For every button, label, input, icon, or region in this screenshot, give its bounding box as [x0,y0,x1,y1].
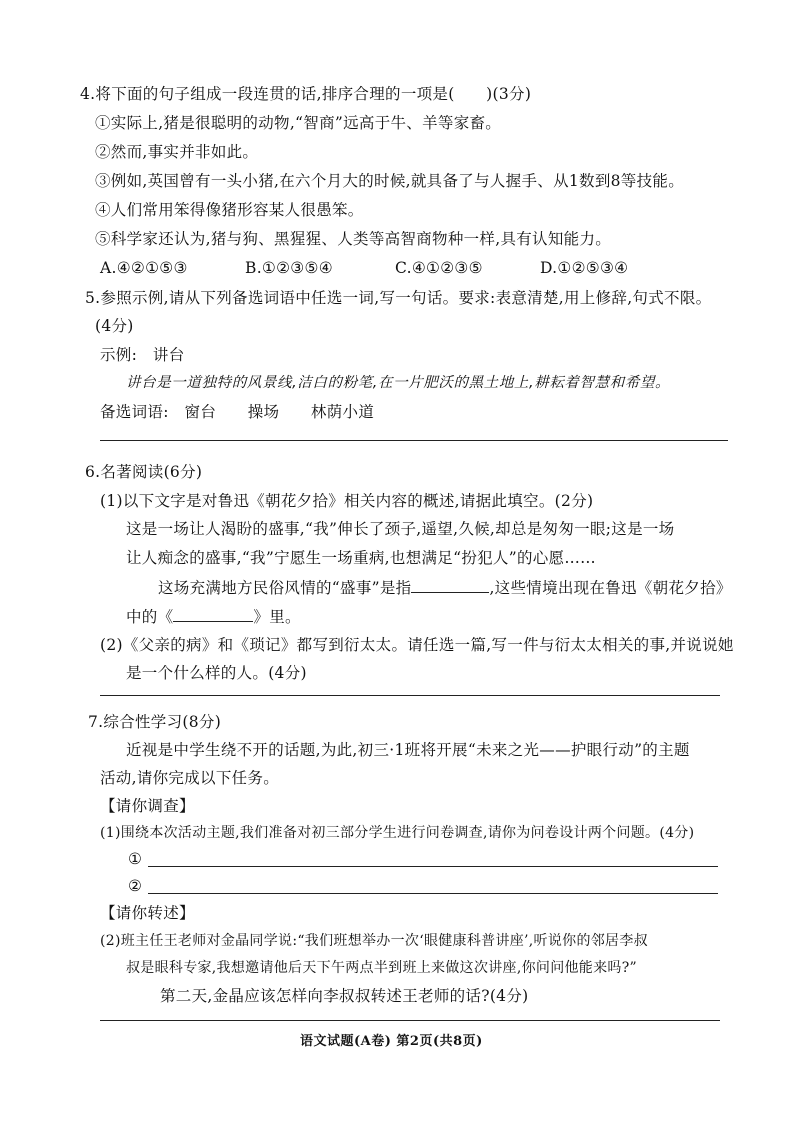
q7-blank-label-1: ① [128,850,143,868]
q6-fill-blank-2[interactable] [173,606,253,622]
q4-option-c: C.④①②③⑤ [395,259,483,277]
q4-sentence-3: ③例如,英国曾有一头小猪,在六个月大的时候,就具备了与人握手、从1数到8等技能。 [95,172,685,190]
q7-answer-line-2 [148,893,718,894]
q7-intro-2: 活动,请你完成以下任务。 [100,769,280,787]
q6-part1-text-4 [126,606,301,627]
q5-score: (4分) [95,317,134,335]
q6-fill-blank-1[interactable] [411,577,489,593]
page-footer: 语文试题(A卷) 第2页(共8页) [300,1034,483,1049]
q5-answer-line [100,440,728,441]
q7-section-relay: 【请你转述】 [100,904,195,922]
q7-task-2-line-3: 第二天,金晶应该怎样向李叔叔转述王老师的话?(4分) [160,987,529,1005]
q4-sentence-1: ①实际上,猪是很聪明的动物,“智商”远高于牛、羊等家畜。 [95,114,502,132]
q4-sentence-2: ②然而,事实并非如此。 [95,143,259,161]
q4-stem: 4.将下面的句子组成一段连贯的话,排序合理的一项是( )(3分) [80,85,532,103]
q6-answer-line [100,695,720,696]
q7-title: 7.综合性学习(8分) [88,713,222,731]
q6-part1-text-4b: 》里。 [253,608,301,626]
q5-stem: 5.参照示例,请从下列备选词语中任选一词,写一句话。要求:表意清楚,用上修辞,句式不限。 [85,289,712,307]
q6-part2-text-2: 是一个什么样的人。(4分) [126,664,307,682]
q6-part1-text-1: 这是一场让人渴盼的盛事,“我”伸长了颈子,遥望,久候,却总是匆匆一眼;这是一场 [126,520,675,538]
q5-example-sentence: 讲台是一道独特的风景线,洁白的粉笔,在一片肥沃的黑土地上,耕耘着智慧和希望。 [126,375,671,391]
q4-option-a: A.④②①⑤③ [100,259,188,277]
q5-candidates: 备选词语: 窗台 操场 林荫小道 [100,403,375,421]
q6-part1-text-3b: ,这些情境出现在鲁迅《朝花夕拾》 [489,579,732,597]
q6-part1-text-3a: 这场充满地方民俗风情的“盛事”是指 [158,579,412,597]
q4-sentence-4: ④人们常用笨得像猪形容某人很愚笨。 [95,201,364,219]
q4-sentence-5: ⑤科学家还认为,猪与狗、黑猩猩、人类等高智商物种一样,具有认知能力。 [95,230,612,248]
q7-task-2-line-1: (2)班主任王老师对金晶同学说:“我们班想举办一次‘眼健康科普讲座’,听说你的邻居李叔 [100,933,648,949]
q6-part1-text-4a: 中的《 [126,608,174,626]
q6-part2-text-1: (2)《父亲的病》和《琐记》都写到衍太太。请任选一篇,写一件与衍太太相关的事,并说说她 [100,636,734,654]
q6-title: 6.名著阅读(6分) [85,463,203,481]
q7-answer-line-1 [148,866,718,867]
q7-blank-label-2: ② [128,877,143,895]
q7-task-2-line-2: 叔是眼科专家,我想邀请他后天下午两点半到班上来做这次讲座,你问问他能来吗?” [126,960,637,976]
q6-part1-text-2: 让人痴念的盛事,“我”宁愿生一场重病,也想满足“扮犯人”的心愿…… [126,549,596,567]
q7-intro-1: 近视是中学生绕不开的话题,为此,初三·1班将开展“未来之光——护眼行动”的主题 [126,741,690,759]
q7-task-1: (1)围绕本次活动主题,我们准备对初三部分学生进行问卷调查,请你为问卷设计两个问题。(4分) [100,825,695,841]
q6-part1-stem: (1)以下文字是对鲁迅《朝花夕拾》相关内容的概述,请据此填空。(2分) [100,492,594,510]
q4-option-d: D.①②⑤③④ [540,259,629,277]
q6-part1-text-3 [158,577,732,598]
q5-example-label: 示例: 讲台 [100,346,185,364]
q7-answer-line-3 [100,1020,720,1021]
q4-option-b: B.①②③⑤④ [245,259,333,277]
q7-section-survey: 【请你调查】 [100,797,195,815]
